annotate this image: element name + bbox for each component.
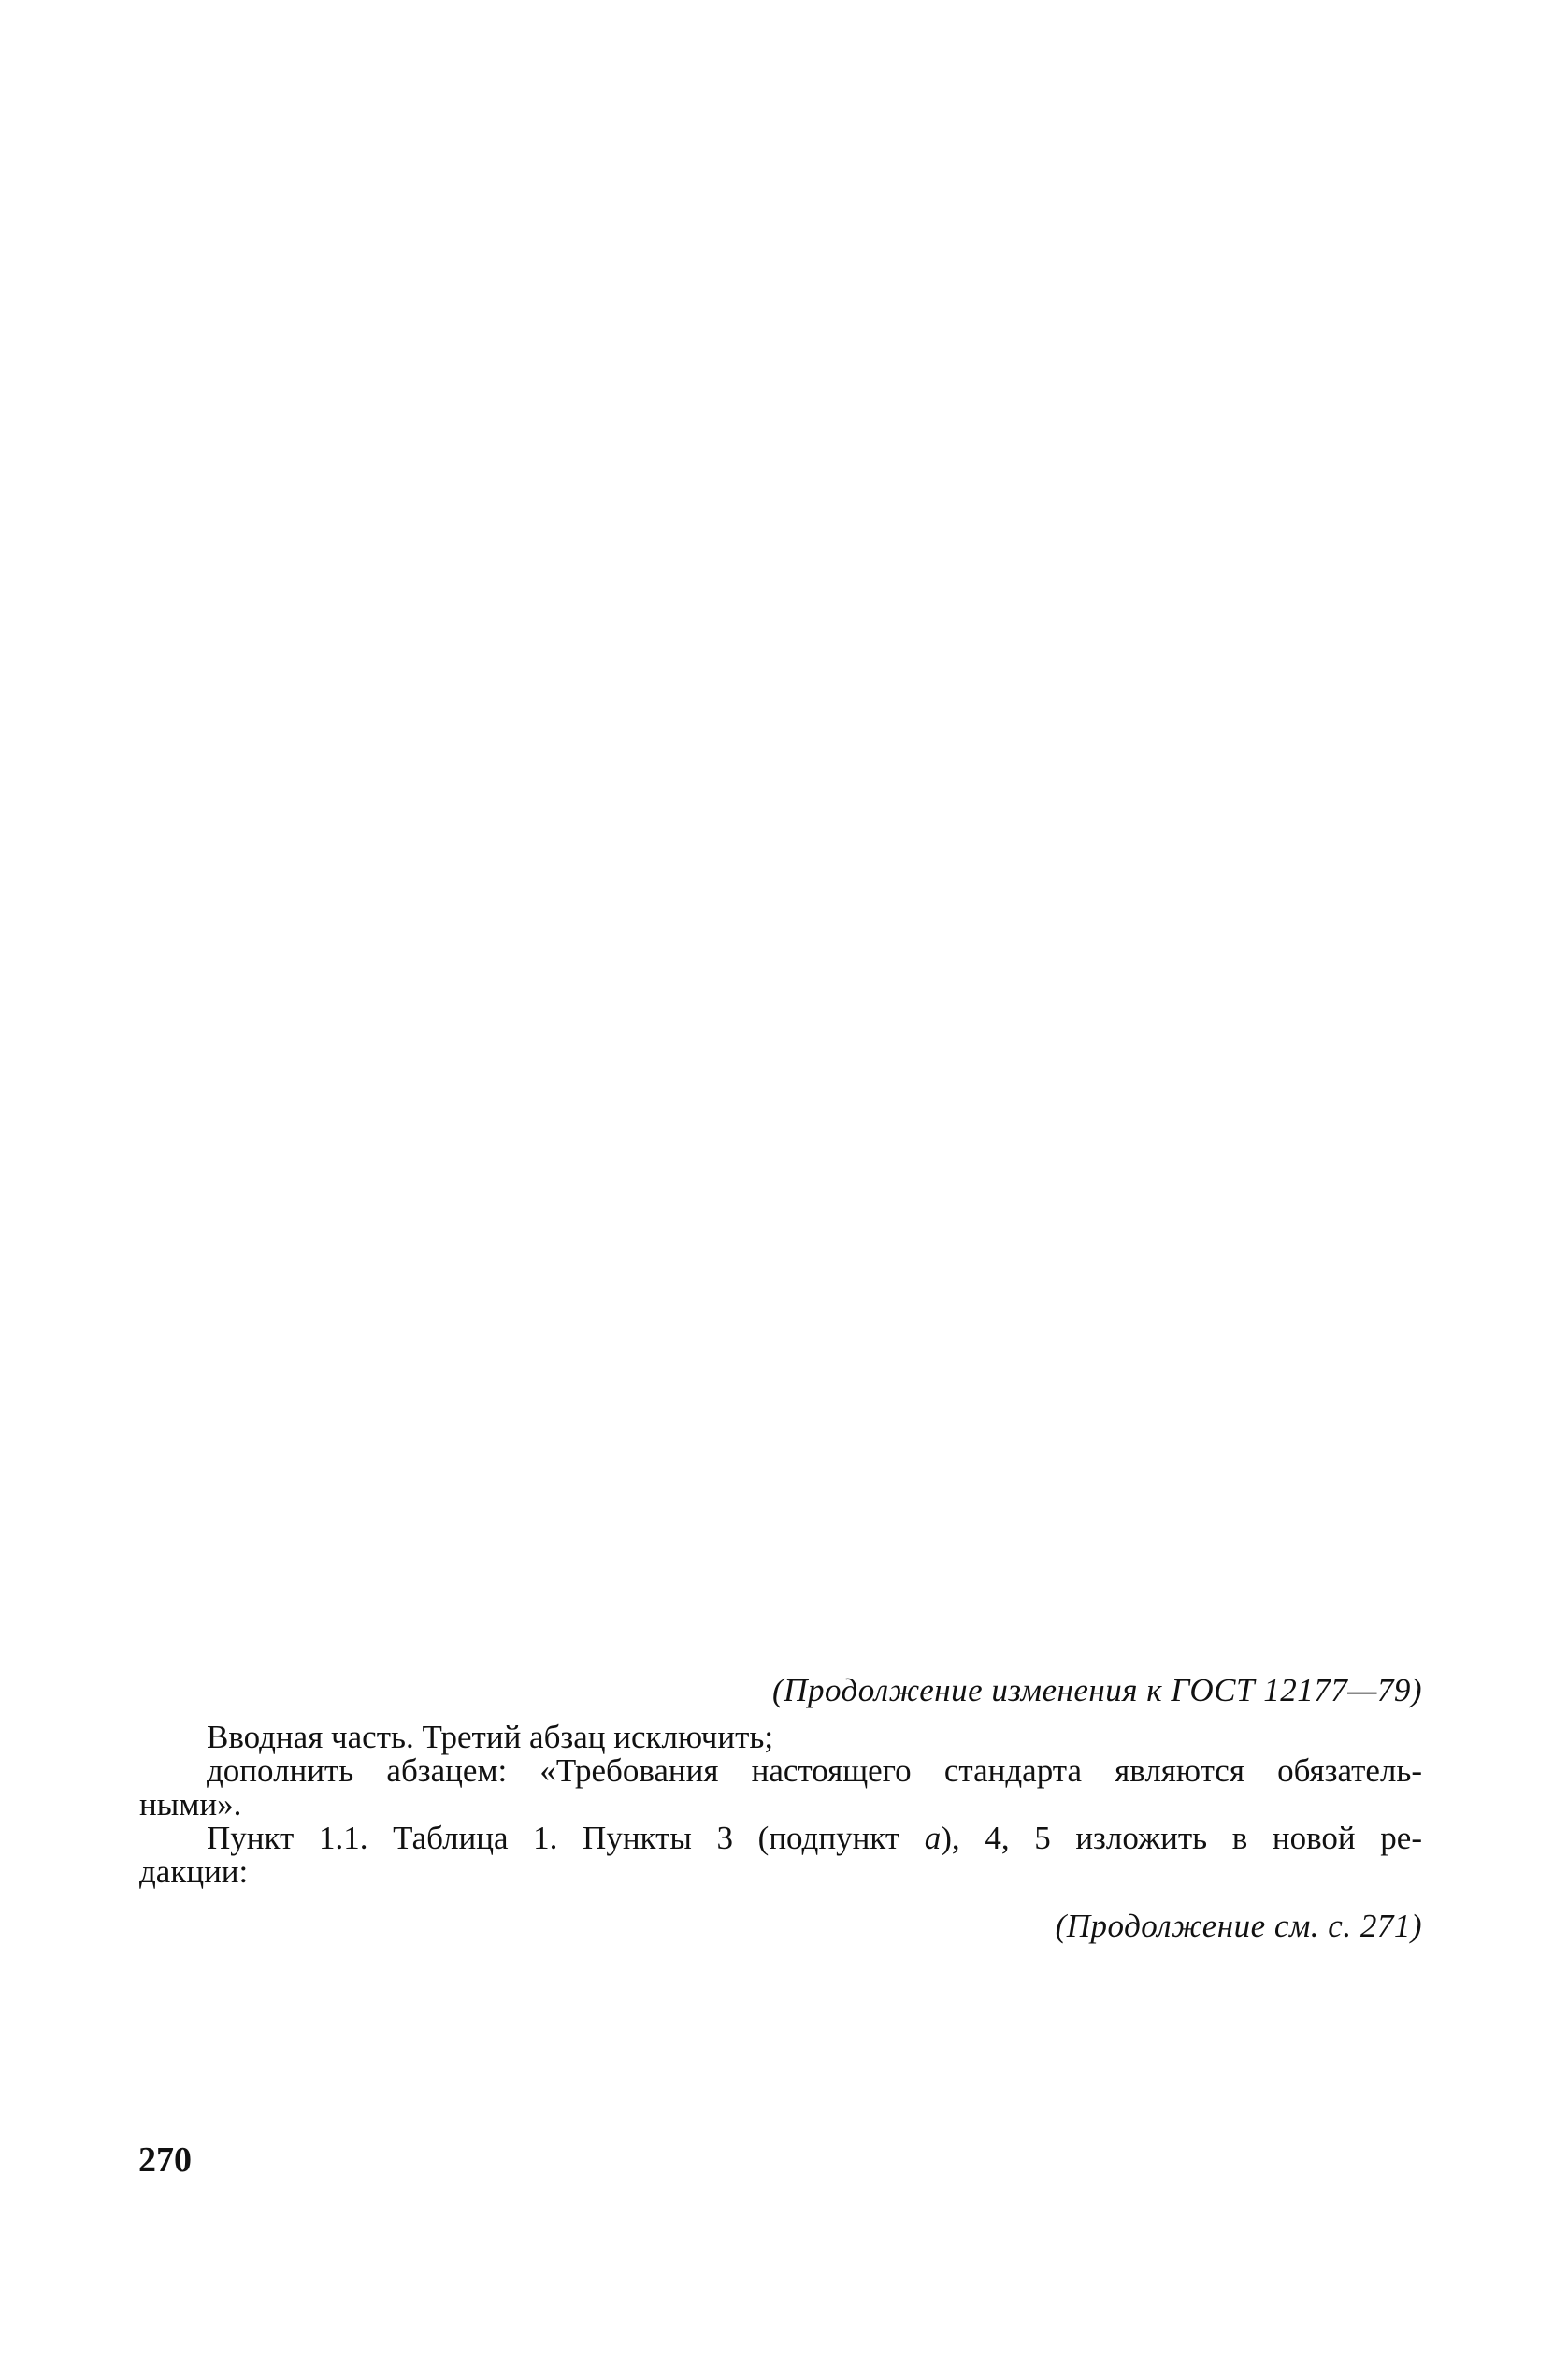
paragraph-add-text-1: дополнить абзацем: «Требования настоящего стандарта являются обязатель- <box>207 1752 1422 1789</box>
text-block <box>139 1672 1422 1944</box>
paragraph-add-line-2 <box>139 1788 1422 1822</box>
paragraph-point-text-post: ), 4, 5 изложить в новой ре- <box>941 1820 1422 1856</box>
continuation-header: (Продолжение изменения к ГОСТ 12177—79) <box>772 1672 1422 1708</box>
paragraph-add-text-2: ными». <box>139 1786 242 1823</box>
paragraph-point-line-1 <box>207 1822 1422 1855</box>
continuation-footer: (Продолжение см. с. 271) <box>1055 1908 1422 1944</box>
body-text <box>139 1719 1422 1890</box>
paragraph-intro <box>207 1721 1422 1754</box>
paragraph-intro-text: Вводная часть. Третий абзац исключить; <box>207 1719 774 1755</box>
paragraph-point-text-2: дакции: <box>139 1853 249 1890</box>
page-number: 270 <box>138 2140 192 2180</box>
paragraph-point-text-ital: а <box>924 1820 942 1856</box>
paragraph-point-text-pre: Пункт 1.1. Таблица 1. Пункты 3 (подпункт <box>207 1820 925 1856</box>
paragraph-add-line-1 <box>207 1754 1422 1788</box>
paragraph-point-line-2 <box>139 1855 1422 1889</box>
